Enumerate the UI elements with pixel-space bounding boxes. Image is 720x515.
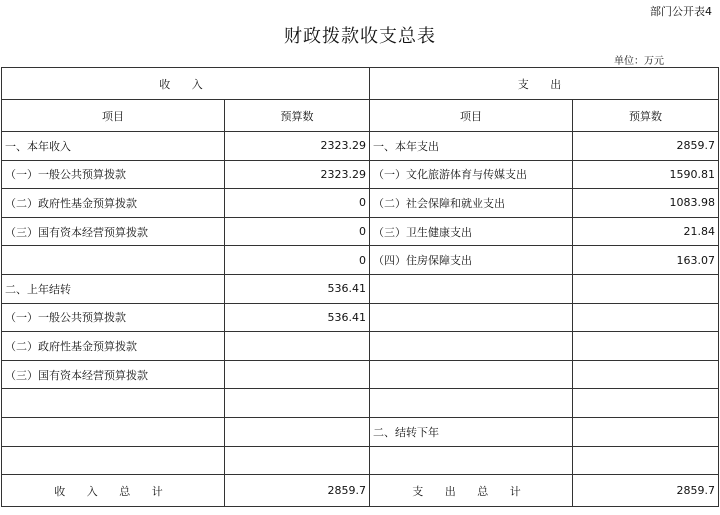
table-row	[2, 160, 719, 189]
expense-item-cell: 二、结转下年	[370, 417, 573, 446]
income-item-cell: （二）政府性基金预算拨款	[2, 332, 225, 361]
expense-amount-cell	[573, 389, 719, 418]
expense-amount-cell: 2859.7	[573, 132, 719, 161]
page-title: 财政拨款收支总表	[284, 26, 436, 47]
column-header-row	[2, 100, 719, 132]
table-row	[2, 446, 719, 475]
income-item-cell: （三）国有资本经营预算拨款	[2, 360, 225, 389]
income-amount-cell: 0	[225, 189, 370, 218]
income-item-cell	[2, 417, 225, 446]
table-row	[2, 332, 719, 361]
income-item-cell: （一）一般公共预算拨款	[2, 160, 225, 189]
finance-table	[1, 67, 719, 507]
expense-amount-cell	[573, 417, 719, 446]
income-amount-cell: 536.41	[225, 274, 370, 303]
expense-amount-cell	[573, 446, 719, 475]
income-amount-cell	[225, 360, 370, 389]
document-code: 部门公开表4	[650, 5, 712, 18]
income-item-header: 项目	[2, 100, 225, 132]
totals-body	[2, 475, 719, 507]
income-amount-cell: 536.41	[225, 303, 370, 332]
expense-item-cell	[370, 446, 573, 475]
income-budget-header: 预算数	[225, 100, 370, 132]
table-row	[2, 246, 719, 275]
table-row	[2, 274, 719, 303]
expense-item-cell: （三）卫生健康支出	[370, 217, 573, 246]
expense-item-header: 项目	[370, 100, 573, 132]
income-amount-cell: 2323.29	[225, 160, 370, 189]
income-amount-cell	[225, 446, 370, 475]
expense-amount-cell	[573, 360, 719, 389]
income-total-value: 2859.7	[225, 475, 370, 507]
income-amount-cell: 0	[225, 246, 370, 275]
income-item-cell	[2, 389, 225, 418]
expense-amount-cell: 1590.81	[573, 160, 719, 189]
income-amount-cell: 2323.29	[225, 132, 370, 161]
expense-budget-header: 预算数	[573, 100, 719, 132]
income-item-cell	[2, 446, 225, 475]
expense-item-cell	[370, 389, 573, 418]
expense-item-cell: （四）住房保障支出	[370, 246, 573, 275]
table-rows	[2, 132, 719, 475]
income-amount-cell	[225, 417, 370, 446]
income-total-label: 收 入 总 计	[2, 475, 225, 507]
income-item-cell: （二）政府性基金预算拨款	[2, 189, 225, 218]
unit-label: 单位：万元	[614, 56, 664, 67]
income-item-cell: （一）一般公共预算拨款	[2, 303, 225, 332]
table-row	[2, 360, 719, 389]
expense-item-cell: （一）文化旅游体育与传媒支出	[370, 160, 573, 189]
expense-amount-cell: 163.07	[573, 246, 719, 275]
table-row	[2, 189, 719, 218]
expense-item-cell	[370, 332, 573, 361]
expense-amount-cell	[573, 274, 719, 303]
section-header-row	[2, 68, 719, 100]
totals-row	[2, 475, 719, 507]
income-amount-cell: 0	[225, 217, 370, 246]
income-item-cell: （三）国有资本经营预算拨款	[2, 217, 225, 246]
expense-amount-cell: 21.84	[573, 217, 719, 246]
income-item-cell: 二、上年结转	[2, 274, 225, 303]
income-item-cell: 一、本年收入	[2, 132, 225, 161]
income-item-cell	[2, 246, 225, 275]
income-amount-cell	[225, 332, 370, 361]
expense-amount-cell: 1083.98	[573, 189, 719, 218]
expense-item-cell	[370, 360, 573, 389]
expense-amount-cell	[573, 303, 719, 332]
table-row	[2, 417, 719, 446]
expense-section-header: 支 出	[370, 68, 719, 100]
expense-item-cell	[370, 274, 573, 303]
table-row	[2, 217, 719, 246]
expense-total-label: 支 出 总 计	[370, 475, 573, 507]
table-row	[2, 303, 719, 332]
expense-item-cell: （二）社会保障和就业支出	[370, 189, 573, 218]
expense-item-cell: 一、本年支出	[370, 132, 573, 161]
table-row	[2, 132, 719, 161]
income-amount-cell	[225, 389, 370, 418]
table-body	[2, 68, 719, 132]
table-row	[2, 389, 719, 418]
expense-total-value: 2859.7	[573, 475, 719, 507]
income-section-header: 收 入	[2, 68, 370, 100]
expense-amount-cell	[573, 332, 719, 361]
expense-item-cell	[370, 303, 573, 332]
